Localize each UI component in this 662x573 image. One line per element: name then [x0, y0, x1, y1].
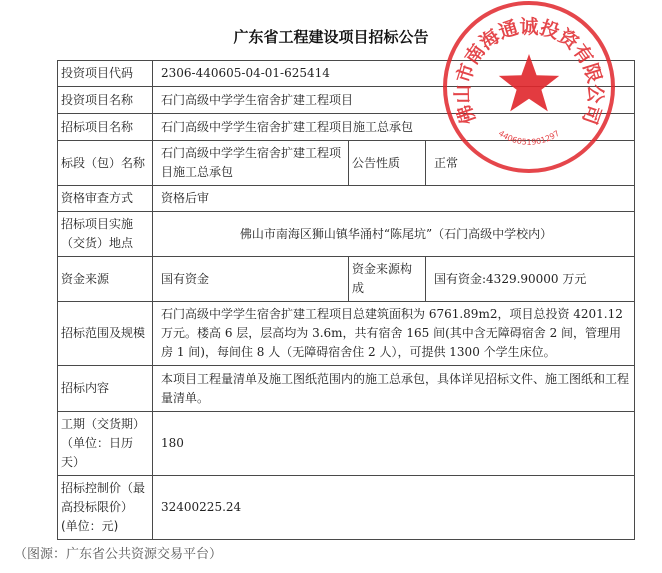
review-label: 资格审查方式 [58, 186, 153, 212]
content-value: 本项目工程量清单及施工图纸范围内的施工总承包，具体详见招标文件、施工图纸和工程量清单。 [153, 366, 635, 412]
period-value: 180 [153, 412, 635, 476]
location-value: 佛山市南海区狮山镇华涌村“陈尾坑”（石门高级中学校内） [153, 212, 635, 257]
table-row [58, 212, 635, 257]
fund-composition-label: 资金来源构成 [349, 257, 426, 302]
table-row [58, 141, 635, 186]
review-value: 资格后审 [153, 186, 635, 212]
period-label: 工期（交货期）（单位：日历天） [58, 412, 153, 476]
svg-text:4406051901297: 4406051901297 [496, 128, 562, 147]
fund-composition-value: 国有资金:4329.90000 万元 [426, 257, 635, 302]
tender-name-value: 石门高级中学学生宿舍扩建工程项目施工总承包 [153, 114, 635, 141]
table-row [58, 476, 635, 540]
project-code-value: 2306-440605-04-01-625414 [153, 61, 635, 87]
image-source-caption: （图源：广东省公共资源交易平台） [14, 547, 223, 562]
nature-value: 正常 [426, 141, 635, 186]
table-row [58, 257, 635, 302]
svg-text:佛山市南海通诚投资有限公司: 佛山市南海通诚投资有限公司 [451, 15, 607, 128]
price-value: 32400225.24 [153, 476, 635, 540]
table-row [58, 186, 635, 212]
fund-label: 资金来源 [58, 257, 153, 302]
project-code-label: 投资项目代码 [58, 61, 153, 87]
tender-table [57, 60, 635, 540]
table-row [58, 366, 635, 412]
content-label: 招标内容 [58, 366, 153, 412]
fund-value: 国有资金 [153, 257, 349, 302]
price-label: 招标控制价（最高投标限价）(单位：元) [58, 476, 153, 540]
nature-label: 公告性质 [349, 141, 426, 186]
scope-label: 招标范围及规模 [58, 302, 153, 366]
section-value: 石门高级中学学生宿舍扩建工程项目施工总承包 [153, 141, 349, 186]
table-row [58, 87, 635, 114]
table-row [58, 412, 635, 476]
location-label: 招标项目实施（交货）地点 [58, 212, 153, 257]
table-row [58, 61, 635, 87]
section-label: 标段（包）名称 [58, 141, 153, 186]
tender-name-label: 招标项目名称 [58, 114, 153, 141]
table-row [58, 114, 635, 141]
project-name-label: 投资项目名称 [58, 87, 153, 114]
page-title: 广东省工程建设项目招标公告 [233, 28, 429, 46]
scope-value: 石门高级中学学生宿舍扩建工程项目总建筑面积为 6761.89m2，项目总投资 4201.12 万元。楼高 6 层，层高均为 3.6m，共有宿舍 165 间(其中含无障碍宿舍 2 间，管理用房 1 间)，每间住 8 人（无障碍宿舍住 2 人），可提供 1300 个学生床位。 [153, 302, 635, 366]
table-row [58, 302, 635, 366]
project-name-value: 石门高级中学学生宿舍扩建工程项目 [153, 87, 635, 114]
